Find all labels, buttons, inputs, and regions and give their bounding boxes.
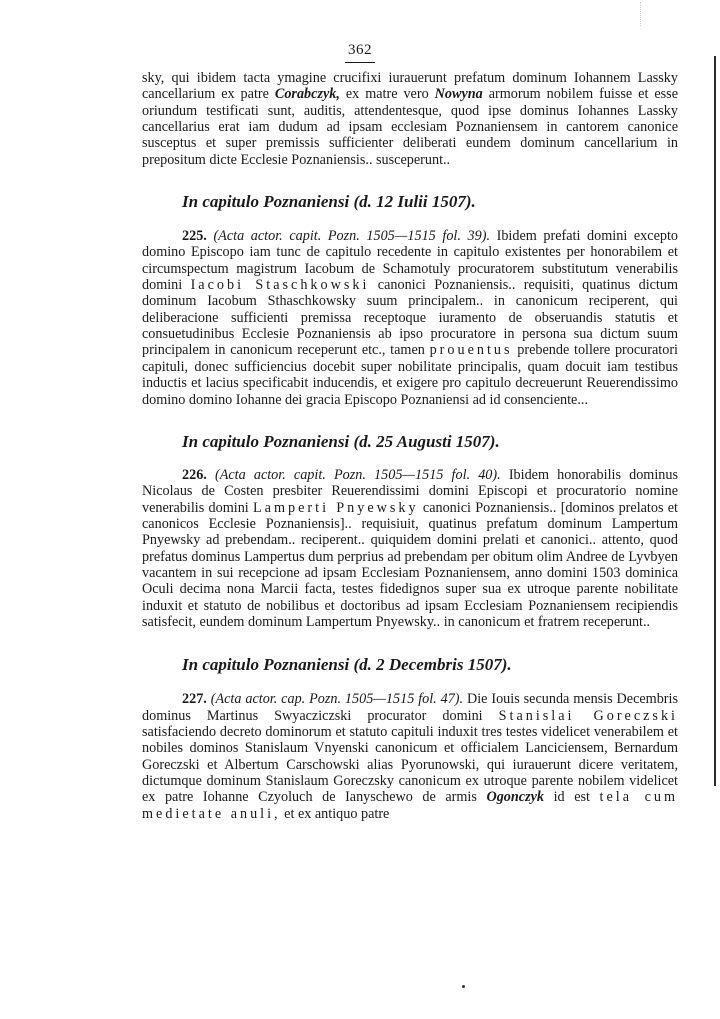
entry-number: 227. (182, 691, 207, 708)
coat-of-arms-name: Ogonczyk (486, 789, 545, 806)
spaced-name: Stanislai Goreczski (498, 707, 678, 724)
paragraph-text: sky, qui ibidem tacta ymagine crucifixi iurauerunt prefatum dominum Iohannem Lassky cancellarium ex patre (142, 70, 678, 103)
entry-text: Ibidem prefati domini excepto domino Episcopo iam tunc de capitulo recedente in capitulo existentes per honorabilem et circumspectum magistrum Iacobum de Schamotuly procuratorem substitutum venerabilis domini (142, 228, 678, 294)
spaced-name: Iacobi Staschkowski (190, 277, 370, 294)
page-number (0, 40, 720, 63)
entry-text: et ex antiquo patre (280, 805, 390, 822)
coat-of-arms-name: Corabczyk, (274, 86, 340, 103)
spaced-name: Lamperti Pnyewsky (253, 499, 419, 516)
entry-number: 226. (182, 466, 207, 483)
section-heading-227: In capitulo Poznaniensi (d. 2 Decembris 1507). (182, 655, 512, 675)
entry-227 (142, 691, 678, 822)
page-number-text: 362 (345, 40, 375, 63)
entry-text: canonici Poznaniensis.. requisiti, quatinus dictum dominum Iacobum Sthaschkowsky suum principalem.. in canonicum reciperent, qui deliberacione sufficienti premissa receptoque iuramento de obseruandis statutis et consuetudinibus Ecclesie Poznaniensis ab ipso procuratore in persona sua dictum suum principalem in canonicum receperunt etc., tamen (142, 277, 678, 359)
source-reference: (Acta actor. capit. Pozn. 1505—1515 fol. 39). (213, 228, 490, 245)
spaced-word: prouentus (429, 342, 513, 359)
source-reference: (Acta actor. cap. Pozn. 1505—1515 fol. 47). (210, 691, 464, 708)
entry-text: id est (544, 789, 600, 806)
paragraph-text: armorum nobilem fuisse et esse oriundum testificati sunt, auditis, attendentesque, quod ipse dominus Iohannes Lassky cancellarius erat iam dudum ad ipsam ecclesiam Poznaniensem in cantorem canonice susceptus et super premissis sufficienter deliberati eundem dominum cancellarium in prepositum dicte Ecclesie Poznaniensis.. susceperunt.. (142, 86, 678, 168)
entry-text: prebende tollere procuratori capituli, donec sufficiencius docebit super nobilitate principalis, quam docuit iam testibus inductis et lacius specificabit inducendis, et exigere pro capitulo decreuerunt Reuerendissimo domino domino Iohanne dei gracia Episcopo Poznaniensi ad id consenciente... (142, 342, 678, 408)
entry-text: canonici Poznaniensis.. [dominos prelatos et canonicos Ecclesie Poznaniensis].. requisiuit, quatinus prefatum dominum Lampertum Pnyewsky ad prebendam.. reciperent.. quiquidem domini prelati et canonici.. attento, quod prefatus dominus Lampertus dum perprius ad prebendam per obitum olim Andree de Lyvbyen vacantem in sui recepcione ad ipsam Ecclesiam Poznaniensem, anno domini 1503 dominica Oculi decima nona Marcii facta, testes fidedignos super sua ex utroque parente nobilitate induxit et statuto de nobilibus et doctoribus ad ipsam Ecclesiam Poznaniensem recipiendis satisfecit, eundem dominum Lampertum Pnyewsky.. in canonicum et fratrem receperunt.. (142, 499, 679, 630)
page-edge-line (714, 56, 716, 786)
section-heading-225: In capitulo Poznaniensi (d. 12 Iulii 1507). (182, 192, 476, 212)
entry-text: Ibidem honorabilis dominus Nicolaus de Costen presbiter Reuerendissimi domini Episcopi et procuratorio nomine venerabilis domini (142, 466, 678, 516)
entry-number: 225. (182, 228, 207, 245)
source-reference: (Acta actor. capit. Pozn. 1505—1515 fol. 40). (214, 466, 501, 483)
coat-of-arms-name: Nowyna (434, 86, 483, 103)
paragraph-text: ex matre vero (339, 86, 435, 103)
margin-mark (640, 2, 649, 26)
spaced-phrase: tela cum medietate anuli, (142, 789, 679, 822)
ink-speck (462, 985, 465, 988)
continuation-paragraph (142, 70, 678, 168)
entry-text: satisfaciendo decreto dominorum et statuto capituli induxit tres testes videlicet venerabilem et nobiles dominos Stanislaum Vnyenski canonicum et officialem Lanciciensem, Bernardum Goreczski et Albertum Carschowski alias Pyorunowski, qui iurauerunt dicere veritatem, dictumque dominum Stanislaum Goreczsky canonicum ex utroque parente nobilem videlicet ex patre Iohanne Czyoluch de Ianyschewo de armis (142, 723, 678, 806)
entry-225 (142, 228, 678, 408)
entry-text: Die Iouis secunda mensis Decembris dominus Martinus Swyacziczski procurator domini (142, 691, 678, 724)
text-column (142, 70, 678, 822)
entry-226 (142, 467, 678, 630)
section-heading-226: In capitulo Poznaniensi (d. 25 Augusti 1507). (182, 431, 500, 451)
